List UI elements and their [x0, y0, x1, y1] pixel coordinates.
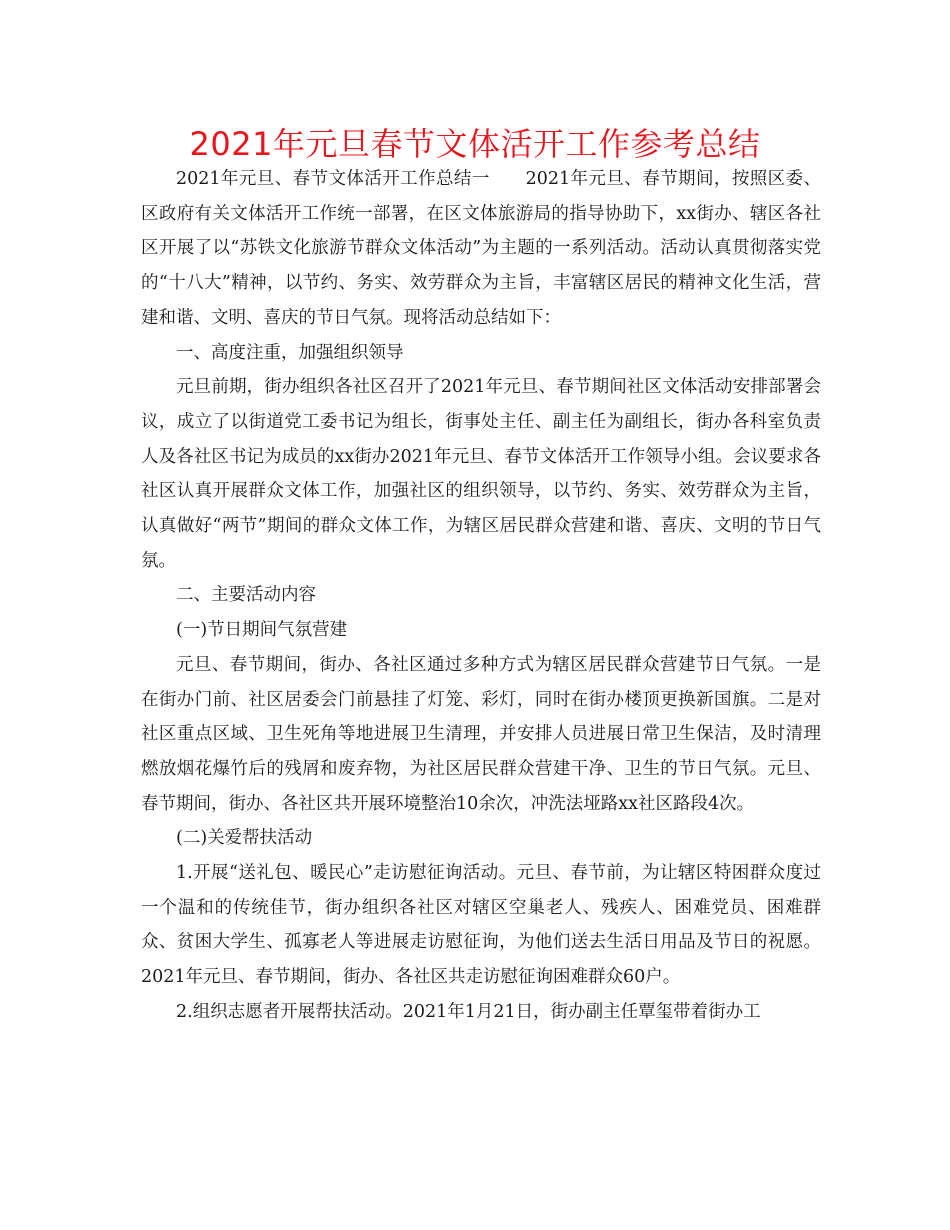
- paragraph-visits: 1.开展“送礼包、暖民心”走访慰征询活动。元旦、春节前，为让辖区特困群众度过一个温和的传统佳节，街办组织各社区对辖区空巢老人、残疾人、困难党员、困难群众、贫困大学生、孤寡老人等进展走访慰征询，为他们送去生活日用品及节日的祝愿。2021年元旦、春节期间，街办、各社区共走访慰征询困难群众60户。: [141, 863, 821, 988]
- paragraph-volunteers: 2.组织志愿者开展帮扶活动。2021年1月21日，街办副主任覃玺带着街办工: [176, 1001, 761, 1022]
- paragraph-atmosphere: 元旦、春节期间，街办、各社区通过多种方式为辖区居民群众营建节日气氛。一是在街办门前、社区居委会门前悬挂了灯笼、彩灯，同时在街办楼顶更换新国旗。二是对社区重点区域、卫生死角等地进展卫生清理，并安排人员进展日常卫生保洁，及时清理燃放烟花爆竹后的残屑和废弃物，为社区居民群众营建干净、卫生的节日气氛。元旦、春节期间，街办、各社区共开展环境整治10余次，冲洗法垭路xx社区路段4次。: [141, 654, 821, 814]
- subsection-heading-1: (一)节日期间气氛营建: [176, 620, 348, 641]
- subsection-heading-2: (二)关爱帮扶活动: [176, 828, 313, 849]
- paragraph-organization: 元旦前期，街办组织各社区召开了2021年元旦、春节期间社区文体活动安排部署会议，成立了以街道党工委书记为组长，街事处主任、副主任为副组长，街办各科室负责人及各社区书记为成员的xx街办2021年元旦、春节文体活开工作领导小组。会议要求各社区认真开展群众文体工作，加强社区的组织领导，以节约、务实、效劳群众为主旨，认真做好“两节”期间的群众文体工作，为辖区居民群众营建和谐、喜庆、文明的节日气氛。: [141, 377, 821, 571]
- document-title: 2021年元旦春节文体活开工作参考总结: [189, 125, 761, 163]
- paragraph-intro: 2021年元旦、春节文体活开工作总结一 2021年元旦、春节期间，按照区委、区政府有关文体活开工作统一部署，在区文体旅游局的指导协助下，xx街办、辖区各社区开展了以“苏铁文化旅游节群众文体活动”为主题的一系列活动。活动认真贯彻落实党的“十八大”精神，以节约、务实、效劳群众为主旨，丰富辖区居民的精神文化生活，营建和谐、文明、喜庆的节日气氛。现将活动总结如下：: [141, 169, 821, 328]
- section-heading-1: 一、高度注重，加强组织领导: [176, 342, 404, 363]
- section-heading-2: 二、主要活动内容: [176, 585, 316, 606]
- document-body: [141, 162, 821, 1030]
